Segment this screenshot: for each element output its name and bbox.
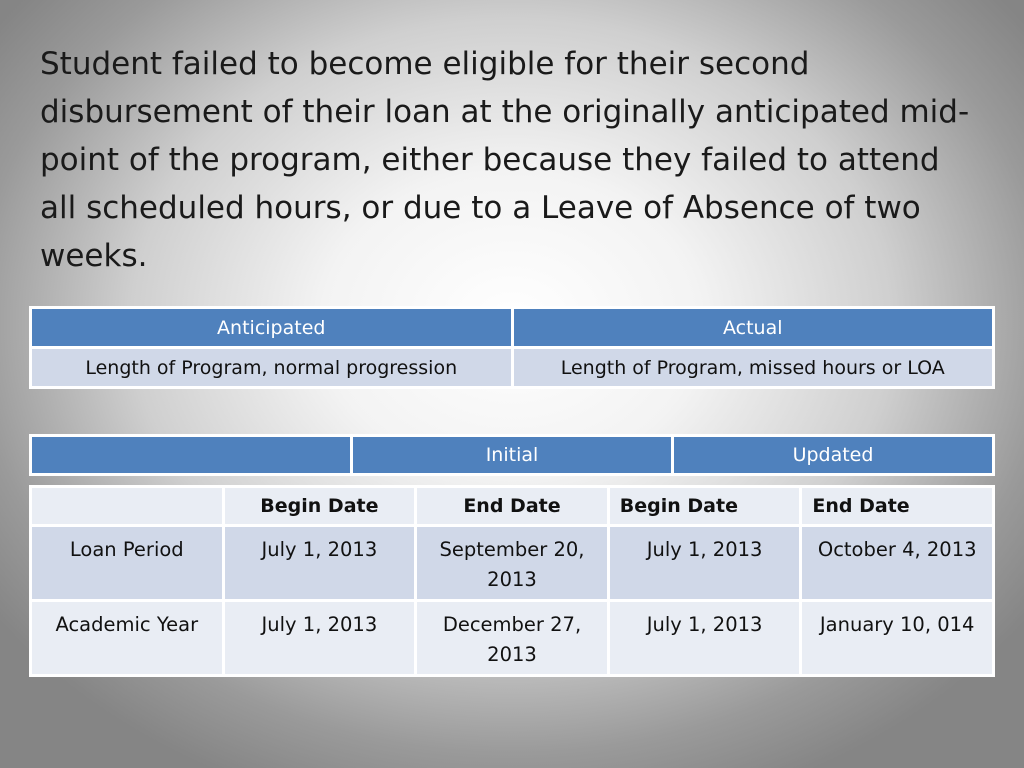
group-header-blank (31, 436, 352, 475)
cell-updated-end-date: October 4, 2013 (801, 526, 994, 601)
table-row (31, 526, 994, 601)
table-header-row (31, 487, 994, 526)
cell-initial-begin-date: July 1, 2013 (223, 526, 416, 601)
table-header-row (31, 308, 994, 348)
cell-updated-end-date: January 10, 014 (801, 601, 994, 676)
cell-anticipated-length: Length of Program, normal progression (31, 348, 513, 388)
cell-initial-begin-date: July 1, 2013 (223, 601, 416, 676)
header-updated-begin-date: Begin Date (608, 487, 801, 526)
table-row (31, 348, 994, 388)
header-updated-end-date: End Date (801, 487, 994, 526)
row-label-academic-year: Academic Year (31, 601, 224, 676)
group-header-updated: Updated (673, 436, 994, 475)
header-anticipated: Anticipated (31, 308, 513, 348)
header-label-blank (31, 487, 224, 526)
cell-updated-begin-date: July 1, 2013 (608, 526, 801, 601)
group-header-initial: Initial (352, 436, 673, 475)
table-row (31, 601, 994, 676)
period-dates-table (29, 485, 995, 677)
header-initial-end-date: End Date (416, 487, 609, 526)
header-actual: Actual (512, 308, 994, 348)
cell-initial-end-date: December 27, 2013 (416, 601, 609, 676)
cell-initial-end-date: September 20, 2013 (416, 526, 609, 601)
slide-body-text: Student failed to become eligible for their second disbursement of their loan at the originally anticipated mid-point of the program, either because they failed to attend all scheduled hours, or due to a Leave of Absence of two weeks. (40, 46, 970, 274)
cell-actual-length: Length of Program, missed hours or LOA (512, 348, 994, 388)
program-length-table (29, 306, 995, 389)
period-group-header-table (29, 434, 995, 476)
cell-updated-begin-date: July 1, 2013 (608, 601, 801, 676)
group-header-row (31, 436, 994, 475)
row-label-loan-period: Loan Period (31, 526, 224, 601)
header-initial-begin-date: Begin Date (223, 487, 416, 526)
